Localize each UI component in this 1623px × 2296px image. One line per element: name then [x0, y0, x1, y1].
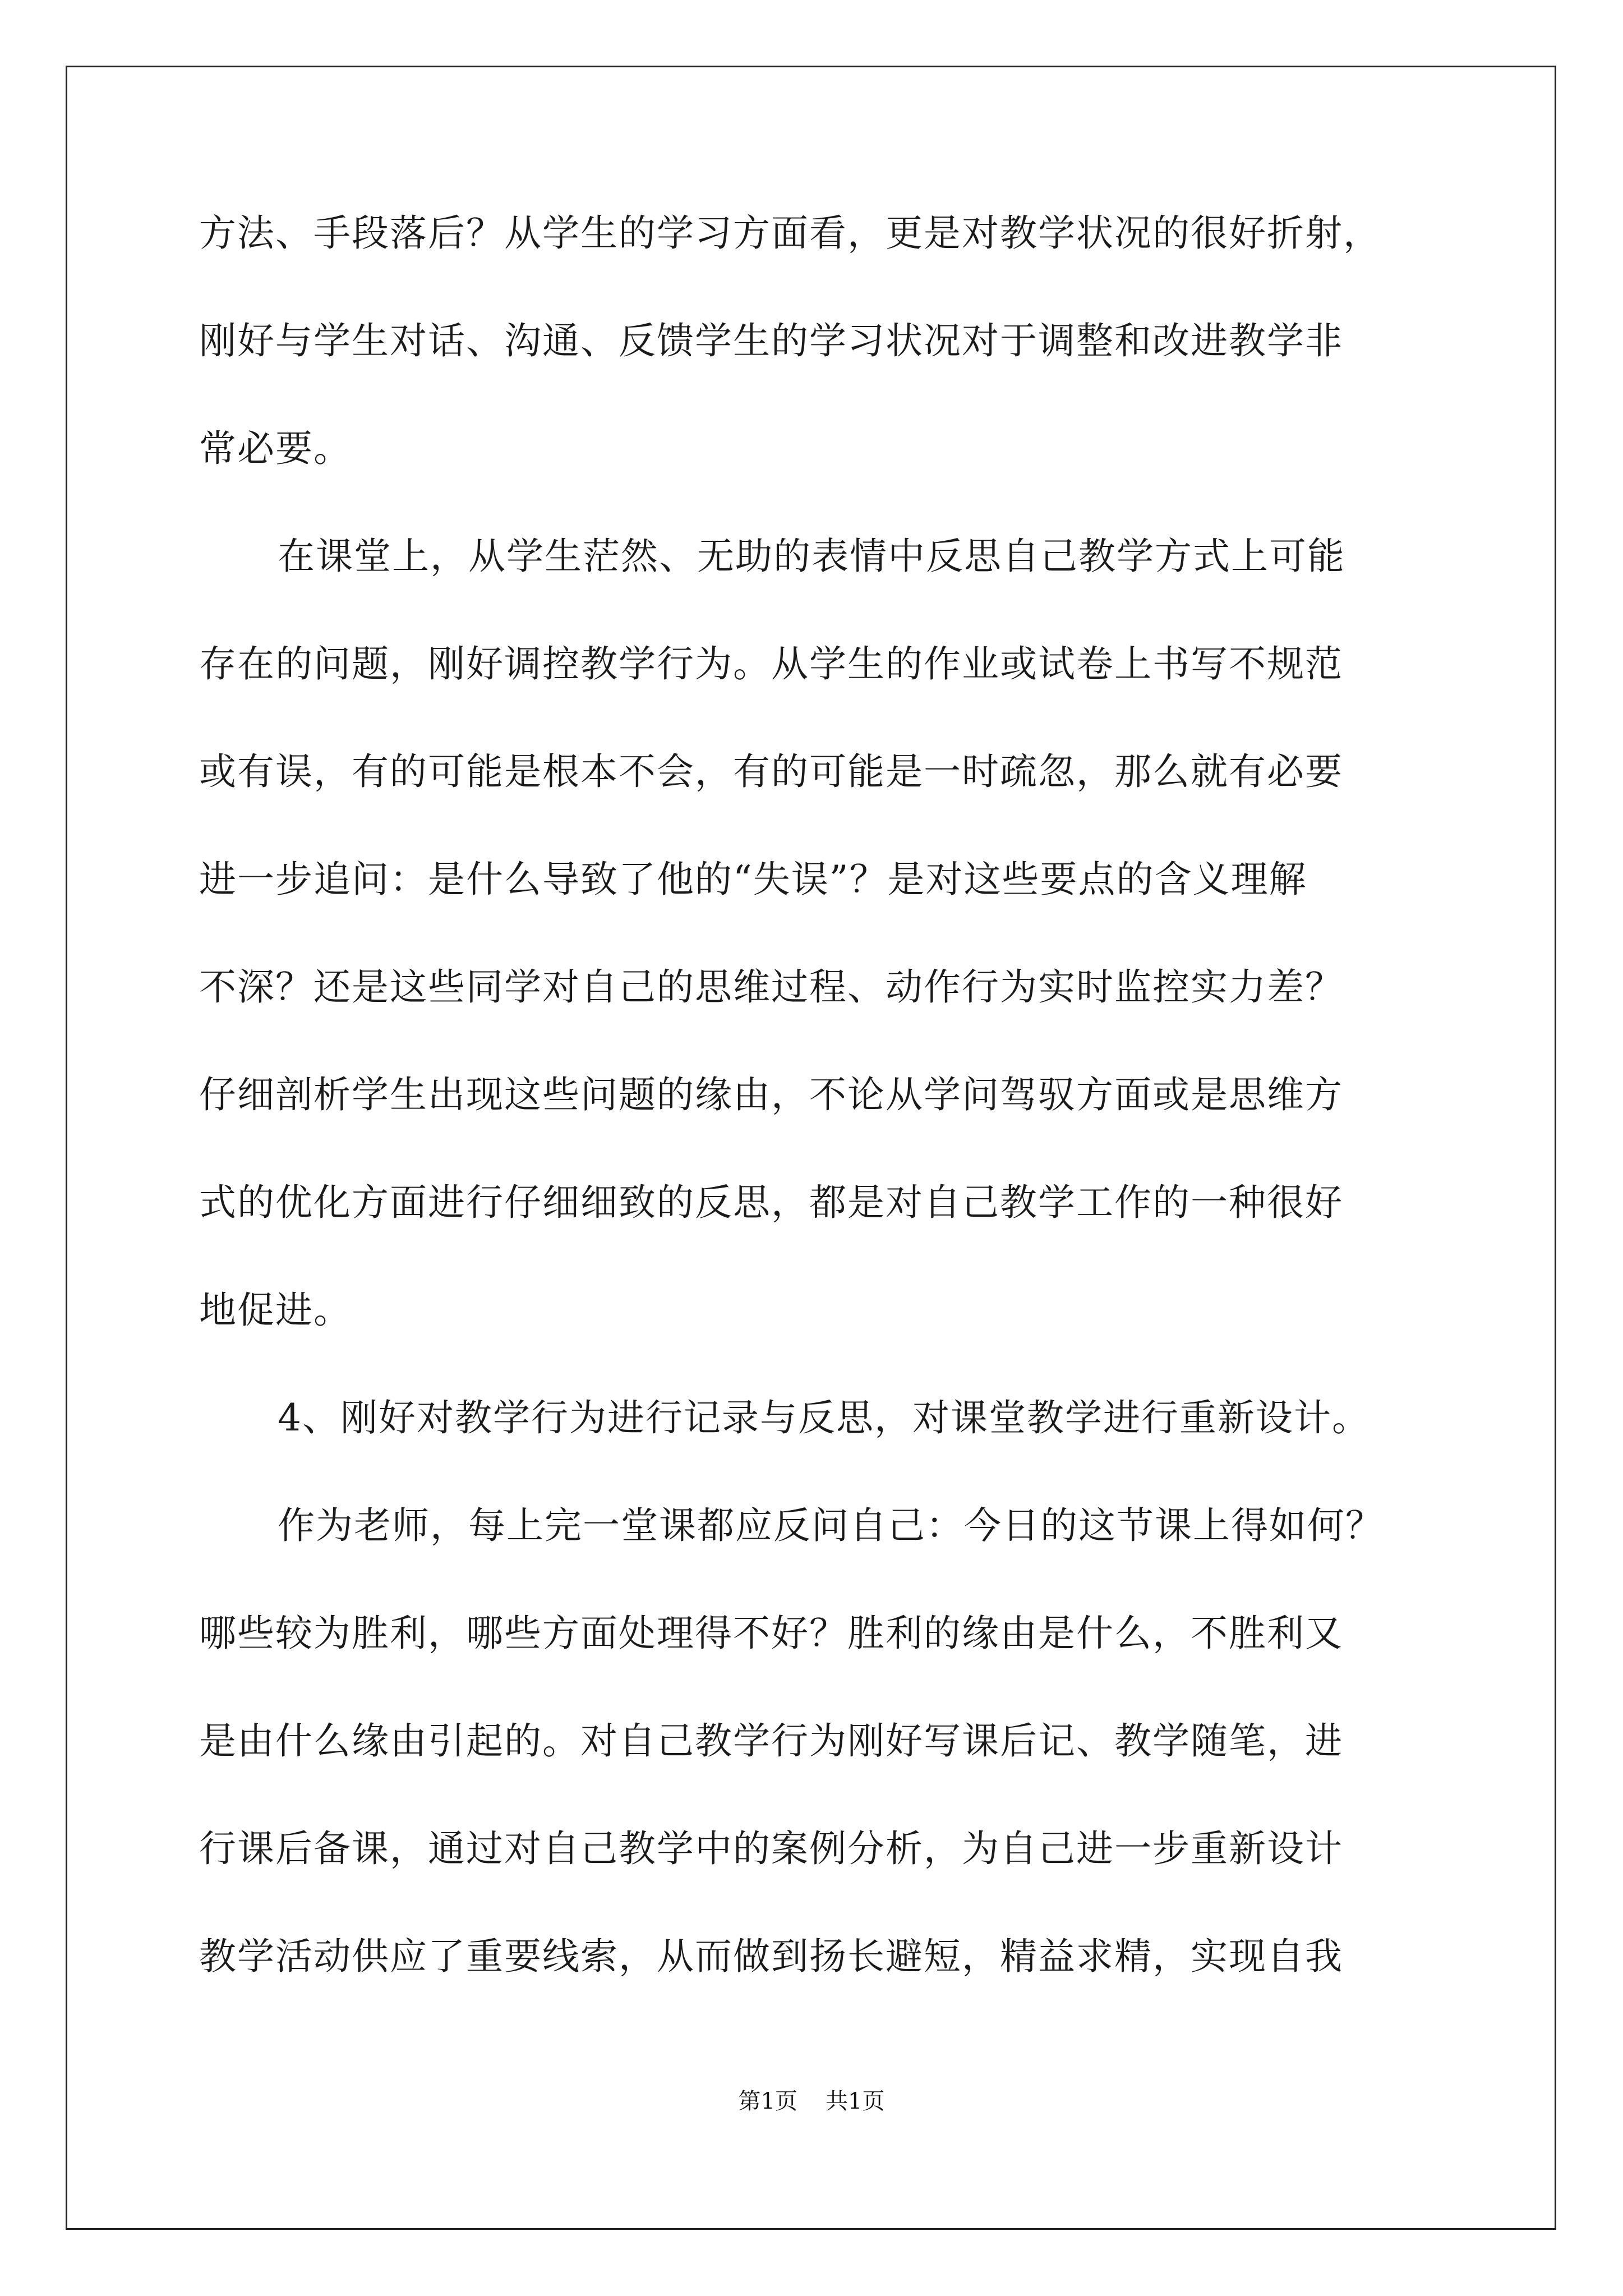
- text-line: 仔细剖析学生出现这些问题的缘由，不论从学问驾驭方面或是思维方: [199, 1073, 1343, 1116]
- text-line: 常必要。: [199, 427, 352, 470]
- text-line: 4、刚好对教学行为进行记录与反思，对课堂教学进行重新设计。: [278, 1396, 1370, 1439]
- text-line: 式的优化方面进行仔细细致的反思，都是对自己教学工作的一种很好: [199, 1181, 1343, 1224]
- document-body: [199, 180, 1433, 2010]
- page-number: 第1页: [738, 2088, 797, 2114]
- text-line: 作为老师，每上完一堂课都应反问自己：今日的这节课上得如何？: [278, 1504, 1384, 1547]
- text-line: 行课后备课，通过对自己教学中的案例分析，为自己进一步重新设计: [199, 1827, 1343, 1870]
- text-line: 在课堂上，从学生茫然、无助的表情中反思自己教学方式上可能: [278, 535, 1345, 578]
- text-line: 不深？还是这些同学对自己的思维过程、动作行为实时监控实力差？: [199, 965, 1343, 1009]
- text-line: 方法、手段落后？从学生的学习方面看，更是对教学状况的很好折射，: [199, 211, 1381, 255]
- text-line: 地促进。: [199, 1289, 352, 1332]
- text-line: 进一步追问：是什么导致了他的“失误”？是对这些要点的含义理解: [199, 858, 1307, 901]
- page-footer: [0, 2085, 1623, 2118]
- page-total: 共1页: [826, 2088, 885, 2114]
- text-line: 存在的问题，刚好调控教学行为。从学生的作业或试卷上书写不规范: [199, 642, 1343, 685]
- text-line: 或有误，有的可能是根本不会，有的可能是一时疏忽，那么就有必要: [199, 750, 1343, 793]
- text-line: 是由什么缘由引起的。对自己教学行为刚好写课后记、教学随笔，进: [199, 1719, 1343, 1763]
- text-line: 教学活动供应了重要线索，从而做到扬长避短，精益求精，实现自我: [199, 1935, 1343, 1978]
- text-line: 刚好与学生对话、沟通、反馈学生的学习状况对于调整和改进教学非: [199, 319, 1343, 362]
- text-line: 哪些较为胜利，哪些方面处理得不好？胜利的缘由是什么，不胜利又: [199, 1612, 1343, 1655]
